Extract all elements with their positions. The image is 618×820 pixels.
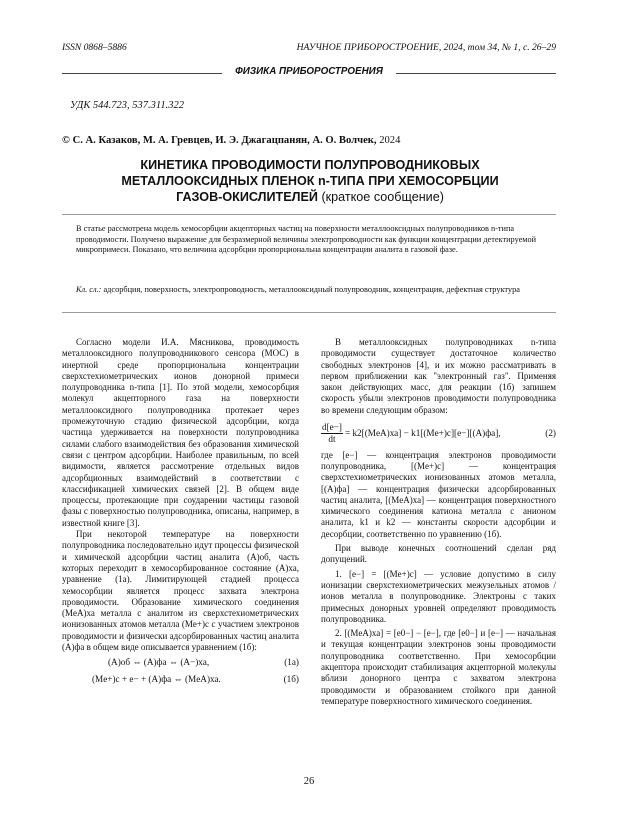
copyright-year: 2024 xyxy=(379,135,401,146)
right-paragraph-3: При выводе конечных соотношений сделан ряд допущений. xyxy=(321,543,556,565)
left-paragraph-1: Согласно модели И.А. Мясникова, проводимость металлооксидного полупроводникового сенсора (МОС) в инертной среде пропорциональна концентрации сверхстехиометрических ионов донорной примеси полупроводника n-типа [1]. По этой модели, хемосорбция молекул акцепторного газа на поверхности металлооксидного полупроводника протекает через промежуточную стадию физической адсорбции, когда частица удерживается на поверхности полупроводника силами слабого взаимодействия без образования химической связи с центром адсорбции. Наиболее правильным, по всей видимости, является рассмотрение отдельных видов адсорбционных взаимодействий в соответствии с классификацией химических связей [2]. В общем виде процессы, протекающие при соударении частицы газовой фазы с поверхностью полупроводника, описаны, например, в известной книге [3]. xyxy=(62,337,299,528)
udk-code: УДК 544.723, 537.311.322 xyxy=(70,100,185,111)
page-number: 26 xyxy=(303,776,315,787)
equation-1b: (Me+)с + e− + (A)фа ⇔ (MeA)ха. (1б) xyxy=(92,673,299,684)
title-line-1: КИНЕТИКА ПРОВОДИМОСТИ ПОЛУПРОВОДНИКОВЫХ xyxy=(140,158,480,172)
left-column xyxy=(62,337,299,685)
issn: ISSN 0868–5886 xyxy=(62,42,127,53)
equation-2: $\frac{d[e-]}{dt}$ = k2[(MeA)ха] − k1[(Me+)с][e−][(A)фа], (2) xyxy=(322,422,556,445)
authors xyxy=(62,135,400,146)
right-paragraph-1: В металлооксидных полупроводниках n-типа проводимости существует достаточное количество свободных электронов [4], и их можно рассматривать в первом приближении как "электронный газ". Применяя закон действующих масс, для реакции (1б) запишем скорость убыли электронов проводимости полупроводника во времени следующим образом: xyxy=(321,337,556,415)
left-paragraph-2: При некоторой температуре на поверхности полупроводника последовательно идут процессы физической и химической адсорбции частиц аналита (A)об, часть которых переходит в хемосорбированное состояние (A)ха, уравнение (1а). Лимитирующей стадией процесса хемосорбции является процесс захвата электрона проводимости. Образование химического соединения (MeA)ха металла с аналитом из сверхстехиометрических ионизованных атомов металла (Me+)с с участием электронов проводимости и физически адсорбированных частиц аналита (A)фа в общем виде описывается уравнением (1б): xyxy=(62,529,299,653)
section-heading: ФИЗИКА ПРИБОРОСТРОЕНИЯ xyxy=(235,66,383,77)
keywords-label: Кл. сл.: xyxy=(76,285,102,294)
right-paragraph-4: 1. [e−] = [(Me+)с] — условие допустимо в силу ионизации сверхстехиометрических межузельных атомов / ионов металла в полупроводнике. Электроны с таких примесных донорных уровней определяют проводимость полупроводника. xyxy=(321,568,556,624)
keywords xyxy=(76,285,552,296)
author-names: © С. А. Казаков, М. А. Гревцев, И. Э. Джагацпанян, А. О. Волчек, xyxy=(62,135,377,146)
abstract: В статье рассмотрена модель хемосорбции акцепторных частиц на поверхности металлооксидных полупроводников n-типа проводимости. Получено выражение для безразмерной величины электропроводности как функции концентрации детектируемой микропримеси. Показано, что величина адсорбции пропорциональна концентрации аналита в газовой фазе. xyxy=(76,224,537,255)
right-paragraph-5: 2. [(MeA)ха] = [e0−] − [e−], где [e0−] и [e−] — начальная и текущая концентрации электронов зоны проводимости полупроводника соответственно. При хемосорбции акцептора происходит стабилизация акцепторной молекулы вблизи донорного центра с захватом электрона проводимости и образованием стойкого при данной температуре поверхностного химического соединения. xyxy=(321,628,556,706)
right-column xyxy=(321,337,556,707)
article-title xyxy=(60,157,560,205)
title-line-2: МЕТАЛЛООКСИДНЫХ ПЛЕНОК n-ТИПА ПРИ ХЕМОСОРБЦИИ xyxy=(121,174,499,188)
keywords-text: адсорбция, поверхность, электропроводность, металлооксидный полупроводник, концентрация, дефектная структура xyxy=(103,285,520,294)
right-paragraph-2: где [e−] — концентрация электронов проводимости полупроводника, [(Me+)с] — концентрация сверхстехиометрических ионизованных атомов металла, [(A)фа] — концентрация физически адсорбированных частиц аналита, [(MeA)ха] — концентрация поверхностного химического соединения катиона металла с анионом аналита, k1 и k2 — константы скорости адсорбции и десорбции, соответственно по уравнению (1б). xyxy=(321,449,556,539)
equation-1a: (A)об ⇔ (A)фа ⇔ (A−)ха, (1а) xyxy=(108,657,299,668)
title-subtitle: (краткое сообщение) xyxy=(321,190,444,204)
title-line-3: ГАЗОВ-ОКИСЛИТЕЛЕЙ (краткое сообщение) xyxy=(176,190,444,204)
journal-reference: НАУЧНОЕ ПРИБОРОСТРОЕНИЕ, 2024, том 34, № 1, с. 26–29 xyxy=(296,42,556,53)
abstract-rule-top xyxy=(62,214,556,215)
abstract-rule-bottom xyxy=(62,312,556,313)
